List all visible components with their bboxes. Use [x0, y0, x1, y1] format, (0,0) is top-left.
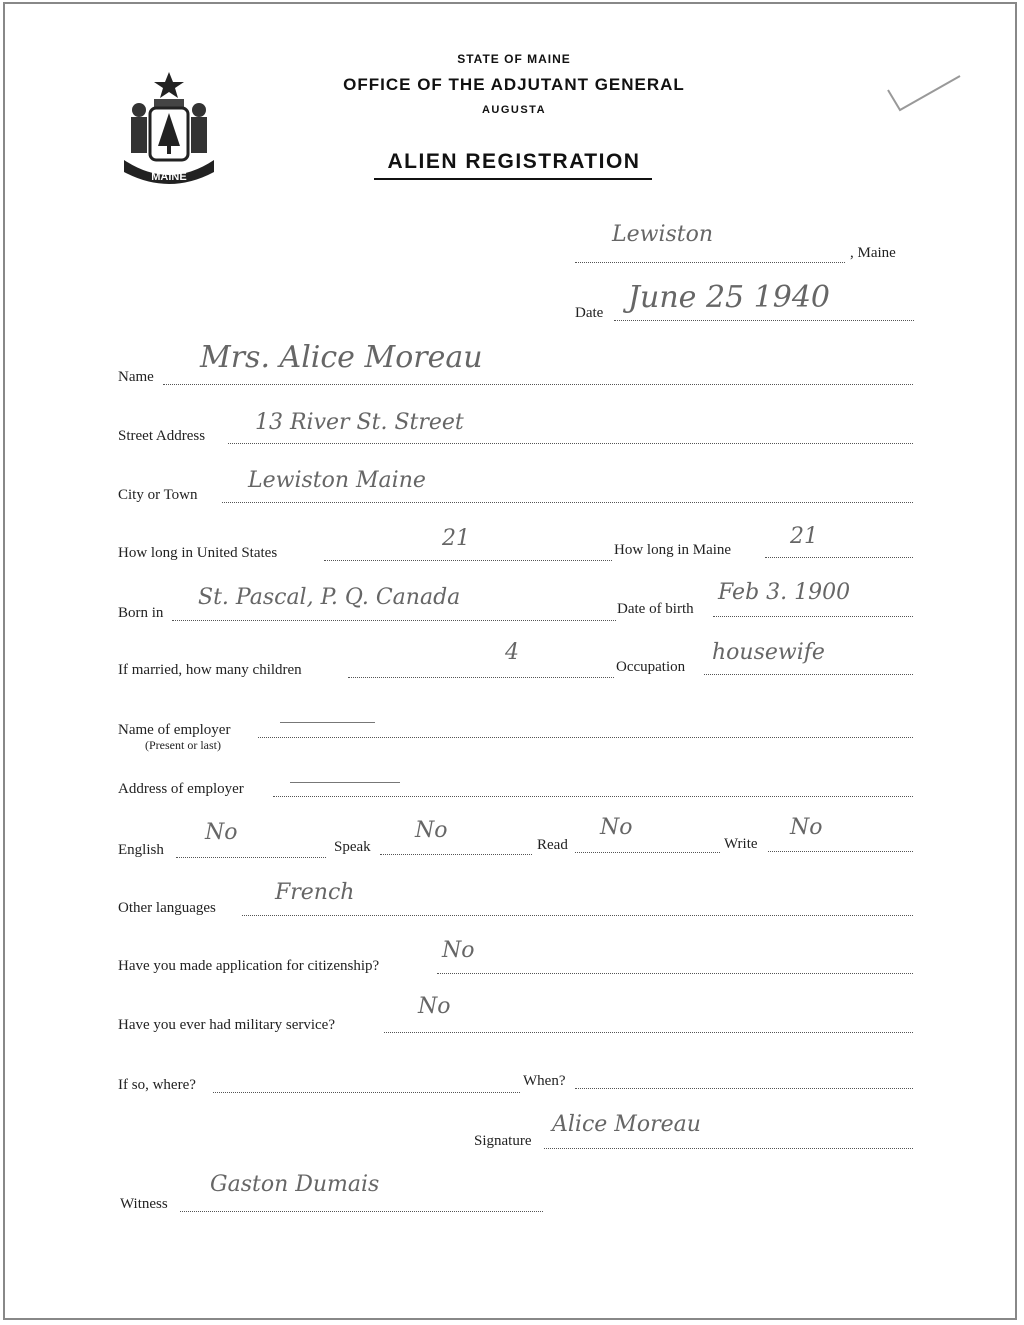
- english-line: [176, 857, 326, 858]
- signature-line: [544, 1148, 913, 1149]
- maine-label: , Maine: [850, 245, 896, 261]
- citizenship-label: Have you made application for citizenship?: [118, 958, 380, 974]
- employer-name-dash: [280, 722, 375, 723]
- check-mark-icon: [880, 70, 970, 120]
- citizenship-line: [437, 973, 913, 974]
- signature-label: Signature: [474, 1133, 532, 1149]
- other-languages-label: Other languages: [118, 900, 216, 916]
- children-label: If married, how many children: [118, 662, 302, 678]
- where-line: [213, 1092, 520, 1093]
- military-line: [384, 1032, 913, 1033]
- date-label: Date: [575, 305, 604, 321]
- witness-label: Witness: [120, 1196, 168, 1212]
- speak-value: No: [415, 818, 448, 843]
- born-in-line: [172, 620, 616, 621]
- employer-name-line: [258, 737, 913, 738]
- occupation-label: Occupation: [616, 659, 686, 675]
- occupation-value: housewife: [712, 640, 825, 665]
- military-value: No: [418, 994, 451, 1019]
- date-line: [614, 320, 914, 321]
- employer-note: (Present or last): [145, 738, 221, 752]
- read-value: No: [600, 815, 633, 840]
- city-heading: AUGUSTA: [481, 104, 547, 116]
- speak-line: [380, 854, 532, 855]
- years-maine-value: 21: [790, 524, 818, 549]
- office-heading: OFFICE OF THE ADJUTANT GENERAL: [343, 75, 685, 94]
- english-value: No: [205, 820, 238, 845]
- born-in-label: Born in: [118, 605, 164, 621]
- how-long-maine-line: [765, 557, 913, 558]
- street-address-line: [228, 443, 913, 444]
- where-label: If so, where?: [118, 1077, 196, 1093]
- military-label: Have you ever had military service?: [118, 1017, 335, 1033]
- witness-line: [180, 1211, 543, 1212]
- citizenship-value: No: [442, 938, 475, 963]
- place-value: Lewiston: [612, 222, 714, 247]
- write-label: Write: [724, 836, 758, 852]
- read-line: [575, 852, 720, 853]
- city-or-town-label: City or Town: [118, 487, 198, 503]
- state-heading: STATE OF MAINE: [457, 52, 571, 66]
- title-underline: [374, 178, 652, 180]
- employer-address-label: Address of employer: [118, 781, 244, 797]
- city-or-town-value: Lewiston Maine: [248, 468, 426, 493]
- english-label: English: [118, 842, 164, 858]
- street-address-value: 13 River St. Street: [255, 410, 464, 435]
- city-or-town-line: [222, 502, 913, 503]
- how-long-us-line: [324, 560, 612, 561]
- street-address-label: Street Address: [118, 428, 206, 444]
- date-of-birth-value: Feb 3. 1900: [718, 580, 851, 605]
- other-languages-value: French: [275, 880, 355, 905]
- date-of-birth-label: Date of birth: [617, 601, 694, 617]
- svg-text:MAINE: MAINE: [151, 171, 187, 183]
- name-value: Mrs. Alice Moreau: [200, 340, 483, 375]
- speak-label: Speak: [334, 839, 371, 855]
- write-line: [768, 851, 913, 852]
- other-languages-line: [242, 915, 913, 916]
- employer-address-line: [273, 796, 913, 797]
- children-value: 4: [505, 640, 519, 665]
- form-title: ALIEN REGISTRATION: [387, 150, 641, 173]
- born-in-value: St. Pascal, P. Q. Canada: [198, 585, 461, 610]
- date-of-birth-line: [713, 616, 913, 617]
- when-label: When?: [523, 1073, 566, 1089]
- read-label: Read: [537, 837, 568, 853]
- write-value: No: [790, 815, 823, 840]
- name-label: Name: [118, 369, 154, 385]
- years-us-value: 21: [442, 526, 470, 551]
- children-line: [348, 677, 614, 678]
- how-long-maine-label: How long in Maine: [614, 542, 732, 558]
- when-line: [575, 1088, 913, 1089]
- occupation-line: [704, 674, 913, 675]
- signature-value: Alice Moreau: [552, 1112, 701, 1137]
- place-line: [575, 262, 845, 263]
- employer-address-dash: [290, 782, 400, 783]
- name-line: [163, 384, 913, 385]
- employer-name-label: Name of employer: [118, 722, 231, 738]
- date-value: June 25 1940: [628, 280, 831, 315]
- how-long-us-label: How long in United States: [118, 545, 278, 561]
- witness-value: Gaston Dumais: [210, 1172, 380, 1197]
